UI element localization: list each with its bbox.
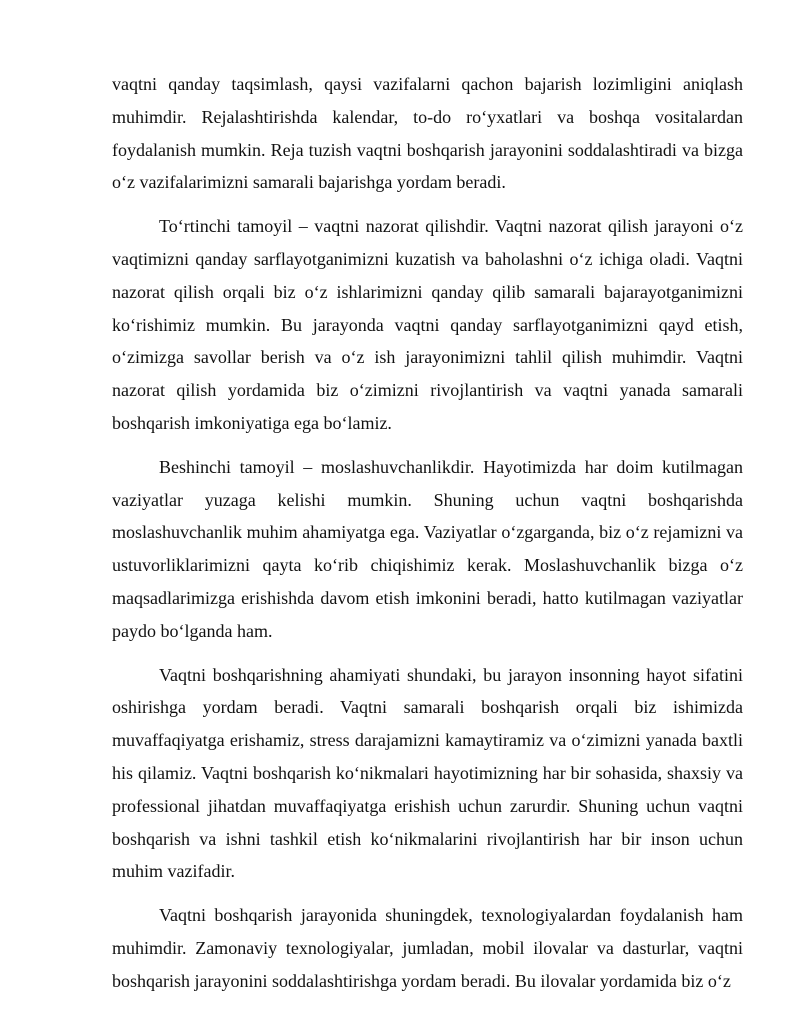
paragraph-fourth-principle: To‘rtinchi tamoyil – vaqtni nazorat qilishdir. Vaqtni nazorat qilish jarayoni o‘z vaqtimizni qanday sarflayotganimizni kuzatish va baholashni o‘z ichiga oladi. Vaqtni nazorat qilish orqali biz o‘z ishlarimizni qanday qilib samarali bajarayotganimizni ko‘rishimiz mumkin. Bu jarayonda vaqtni qanday sarflayotganimizni qayd etish, o‘zimizga savollar berish va o‘z ish jarayonimizni tahlil qilish muhimdir. Vaqtni nazorat qilish yordamida biz o‘zimizni rivojlantirish va vaqtni yanada samarali boshqarish imkoniyatiga ega bo‘lamiz. [112, 216, 743, 433]
paragraph-technology: Vaqtni boshqarish jarayonida shuningdek, texnologiyalardan foydalanish ham muhimdir. Zamonaviy texnologiyalar, jumladan, mobil ilovalar va dasturlar, vaqtni boshqarish jarayonini soddalashtirishga yordam beradi. Bu ilovalar yordamida biz o‘z [112, 905, 743, 991]
paragraph-planning-continuation: vaqtni qanday taqsimlash, qaysi vazifalarni qachon bajarish lozimligini aniqlash muhimdir. Rejalashtirishda kalendar, to-do ro‘yxatlari va boshqa vositalardan foydalanish mumkin. Reja tuzish vaqtni boshqarish jarayonini soddalashtiradi va bizga o‘z vazifalarimizni samarali bajarishga yordam beradi. [112, 74, 743, 193]
document-page [112, 68, 743, 1009]
paragraph-importance: Vaqtni boshqarishning ahamiyati shundaki, bu jarayon insonning hayot sifatini oshirishga yordam beradi. Vaqtni samarali boshqarish orqali biz ishimizda muvaffaqiyatga erishamiz, stress darajamizni kamaytiramiz va o‘zimizni yanada baxtli his qilamiz. Vaqtni boshqarish ko‘nikmalari hayotimizning har bir sohasida, shaxsiy va professional jihatdan muvaffaqiyatga erishish uchun zarurdir. Shuning uchun vaqtni boshqarish va ishni tashkil etish ko‘nikmalarini rivojlantirish har bir inson uchun muhim vazifadir. [112, 664, 743, 882]
paragraph-fifth-principle: Beshinchi tamoyil – moslashuvchanlikdir. Hayotimizda har doim kutilmagan vaziyatlar yuzaga kelishi mumkin. Shuning uchun vaqtni boshqarishda moslashuvchanlik muhim ahamiyatga ega. Vaziyatlar o‘zgarganda, biz o‘z rejamizni va ustuvorliklarimizni qayta ko‘rib chiqishimiz kerak. Moslashuvchanlik bizga o‘z maqsadlarimizga erishishda davom etish imkonini beradi, hatto kutilmagan vaziyatlar paydo bo‘lganda ham. [112, 456, 743, 641]
